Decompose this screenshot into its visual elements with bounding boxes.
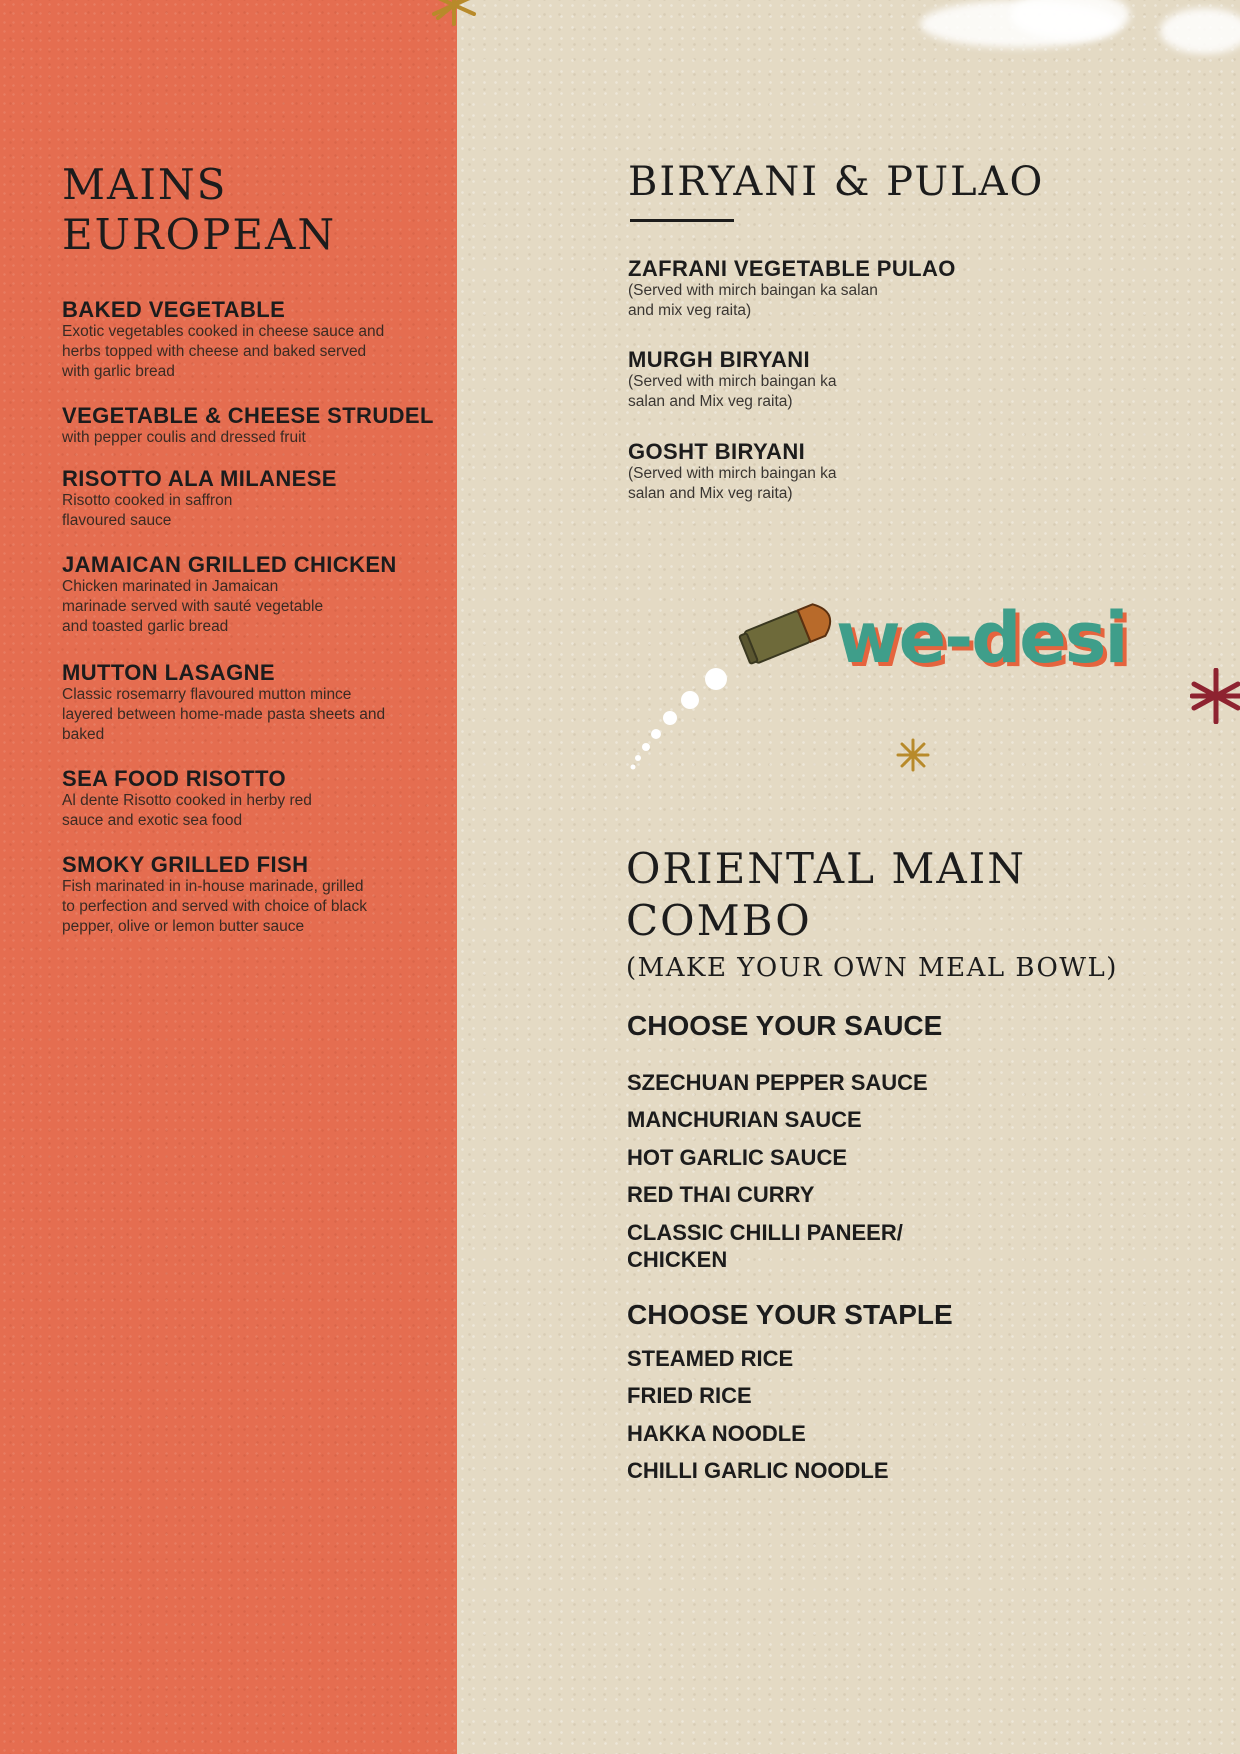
menu-item (628, 257, 1068, 321)
sauce-option: RED THAI CURRY (627, 1182, 815, 1207)
bullet-icon (620, 586, 860, 776)
item-desc: salan and Mix veg raita) (628, 393, 793, 410)
staple-option: HAKKA NOODLE (627, 1421, 806, 1446)
item-desc: herbs topped with cheese and baked served (62, 343, 367, 360)
item-name: MUTTON LASAGNE (62, 660, 275, 685)
menu-item (62, 853, 447, 937)
sauce-option: CHICKEN (627, 1247, 728, 1272)
item-desc: baked (62, 726, 105, 743)
item-desc: and mix veg raita) (628, 302, 752, 319)
item-name: GOSHT BIRYANI (628, 439, 806, 464)
item-desc: Fish marinated in in-house marinade, grilled (62, 878, 364, 895)
item-name: JAMAICAN GRILLED CHICKEN (62, 552, 397, 577)
item-desc: (Served with mirch baingan ka (628, 373, 837, 390)
item-name: SMOKY GRILLED FISH (62, 852, 309, 877)
item-name: VEGETABLE & CHEESE STRUDEL (62, 403, 434, 428)
cloud-decoration (1160, 8, 1240, 54)
item-desc: layered between home-made pasta sheets and (62, 706, 386, 723)
oriental-subtitle: (MAKE YOUR OWN MEAL BOWL) (626, 953, 1118, 983)
item-name: BAKED VEGETABLE (62, 297, 286, 322)
menu-item (628, 440, 1068, 504)
item-name: ZAFRANI VEGETABLE PULAO (628, 256, 956, 281)
item-desc: (Served with mirch baingan ka (628, 465, 837, 482)
menu-item (62, 661, 447, 745)
choose-staple-heading: CHOOSE YOUR STAPLE (627, 1299, 953, 1330)
item-desc: with garlic bread (62, 363, 175, 380)
star-icon (424, 0, 484, 36)
sauce-option: HOT GARLIC SAUCE (627, 1145, 847, 1170)
item-desc: (Served with mirch baingan ka salan (628, 282, 878, 299)
item-desc: to perfection and served with choice of black (62, 898, 368, 915)
oriental-title-line2: COMBO (626, 896, 812, 945)
item-desc: Al dente Risotto cooked in herby red (62, 792, 312, 809)
oriental-main-combo-title (626, 843, 1146, 947)
menu-item (62, 553, 447, 637)
item-desc: Classic rosemarry flavoured mutton mince (62, 686, 352, 703)
item-desc: Chicken marinated in Jamaican (62, 578, 279, 595)
item-desc: sauce and exotic sea food (62, 812, 243, 829)
biryani-pulao-title: BIRYANI & PULAO (628, 159, 1045, 205)
item-desc: and toasted garlic bread (62, 618, 229, 635)
oriental-title-line1: ORIENTAL MAIN (626, 844, 1027, 893)
star-icon (1190, 668, 1240, 724)
item-name: SEA FOOD RISOTTO (62, 766, 286, 791)
sauce-option: SZECHUAN PEPPER SAUCE (627, 1070, 928, 1095)
item-name: MURGH BIRYANI (628, 347, 811, 372)
item-desc: Risotto cooked in saffron (62, 492, 233, 509)
choose-sauce-heading: CHOOSE YOUR SAUCE (627, 1010, 943, 1041)
staple-option: CHILLI GARLIC NOODLE (627, 1458, 889, 1483)
item-desc: salan and Mix veg raita) (628, 485, 793, 502)
item-desc: flavoured sauce (62, 512, 172, 529)
item-desc: Exotic vegetables cooked in cheese sauce and (62, 323, 385, 340)
star-icon (896, 738, 930, 772)
menu-item (62, 298, 447, 382)
item-name: RISOTTO ALA MILANESE (62, 466, 337, 491)
title-underline (630, 219, 734, 222)
item-desc: with pepper coulis and dressed fruit (62, 429, 306, 446)
sauce-option: MANCHURIAN SAUCE (627, 1107, 862, 1132)
mains-european-title (62, 160, 442, 260)
sauce-option: CLASSIC CHILLI PANEER/ (627, 1220, 903, 1245)
item-desc: pepper, olive or lemon butter sauce (62, 918, 305, 935)
staple-option: FRIED RICE (627, 1383, 752, 1408)
staple-option: STEAMED RICE (627, 1346, 794, 1371)
mains-title-line2: EUROPEAN (62, 210, 337, 259)
we-desi-logo: we-desi (836, 597, 1127, 679)
menu-item (62, 767, 447, 831)
menu-item (628, 348, 1068, 412)
item-desc: marinade served with sauté vegetable (62, 598, 324, 615)
mains-title-line1: MAINS (62, 160, 228, 209)
menu-item (62, 404, 447, 448)
menu-item (62, 467, 447, 531)
